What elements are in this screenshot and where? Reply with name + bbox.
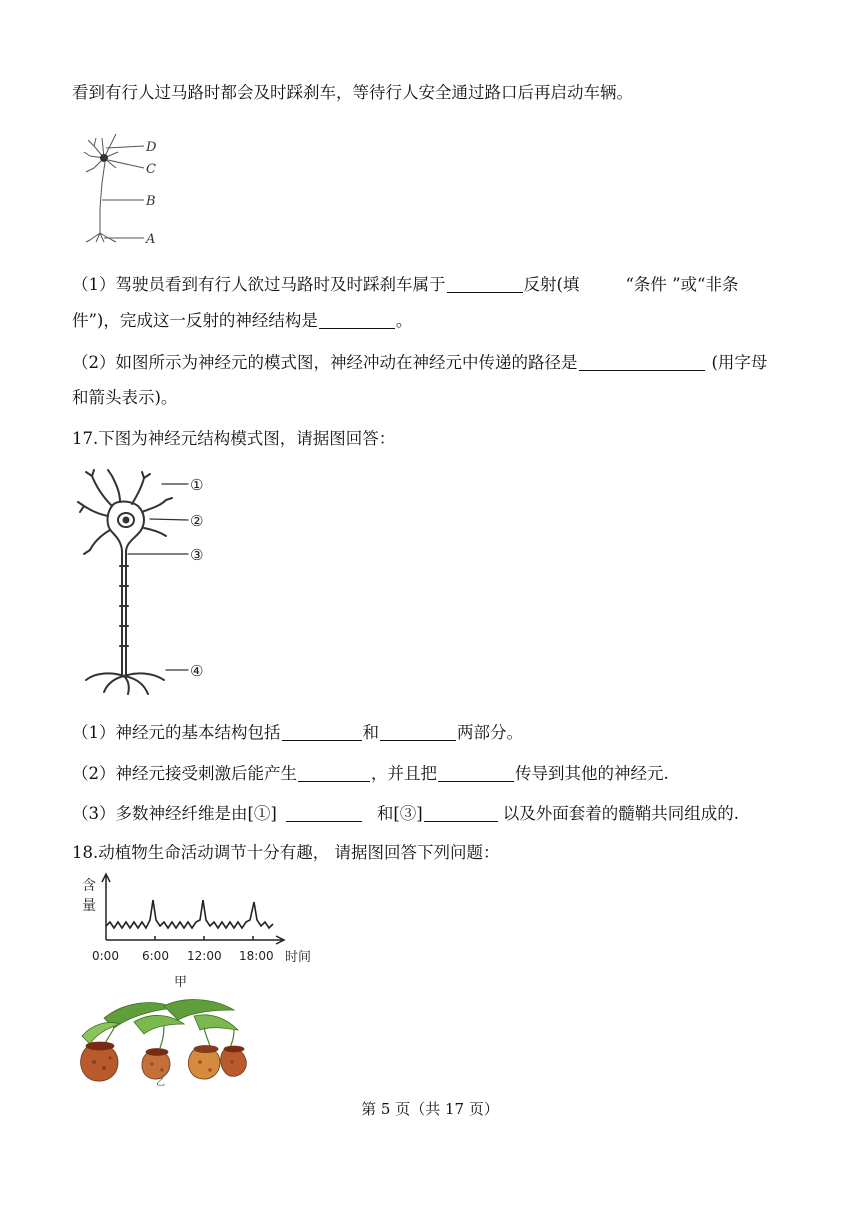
x-tick-1: 6:00 [142,949,169,963]
blank-impulse-path[interactable] [579,354,705,371]
blank-part-1[interactable] [286,805,362,822]
hormone-chart [82,870,332,990]
q18-title: 18.动植物生命活动调节十分有趣， 请据图回答下列问题： [72,843,500,862]
q17-sub2: （2）神经元接受刺激后能产生 ，并且把 传导到其他的神经元. [72,764,669,783]
label-3: ③ [190,546,204,564]
label-a: A [146,232,156,247]
label-c: C [146,162,156,177]
blank-transmits[interactable] [438,765,514,782]
blank-neural-structure[interactable] [319,312,395,329]
y-label-2: 量 [82,898,96,914]
label-1: ① [190,476,204,494]
blank-reflex-type[interactable] [447,276,523,293]
label-2: ② [190,512,204,530]
blank-generates[interactable] [298,765,370,782]
label-4: ④ [190,662,204,680]
neuron-diagram-large [72,466,212,696]
q17-title: 17.下图为神经元结构模式图，请据图回答： [72,429,396,448]
q16-part2-line2: 和箭头表示)。 [72,388,178,407]
x-label: 时间 [285,950,312,965]
x-tick-2: 12:00 [187,949,222,963]
q16-part1-line2: 件”)，完成这一反射的神经结构是 。 [72,311,413,330]
pitcher-plant-illustration [74,996,254,1086]
x-tick-0: 0:00 [92,949,119,963]
page-footer: 第 5 页（共 17 页） [361,1100,499,1118]
label-d: D [146,140,157,155]
q16-part2-line: （2）如图所示为神经元的模式图，神经冲动在神经元中传递的路径是 (用字母 [72,353,768,372]
x-tick-3: 18:00 [239,949,274,963]
q17-sub1: （1）神经元的基本结构包括 和 两部分。 [72,723,523,742]
q16-part1-line: （1）驾驶员看到有行人欲过马路时及时踩刹车属于 反射(填 “条件 ”或“非条 [72,275,739,294]
blank-structure-1[interactable] [282,724,362,741]
blank-structure-2[interactable] [380,724,456,741]
label-b: B [146,194,156,209]
y-label-1: 含 [82,878,96,894]
neuron-diagram-small [82,128,182,253]
blank-part-3[interactable] [424,805,498,822]
q17-sub3: （3）多数神经纤维是由[①] 和[③] 以及外面套着的髓鞘共同组成的. [72,804,739,823]
intro-text: 看到有行人过马路时都会及时踩刹车，等待行人安全通过路口后再启动车辆。 [72,83,633,102]
plant-caption: 乙 [156,1078,166,1086]
chart-caption: 甲 [174,975,188,990]
